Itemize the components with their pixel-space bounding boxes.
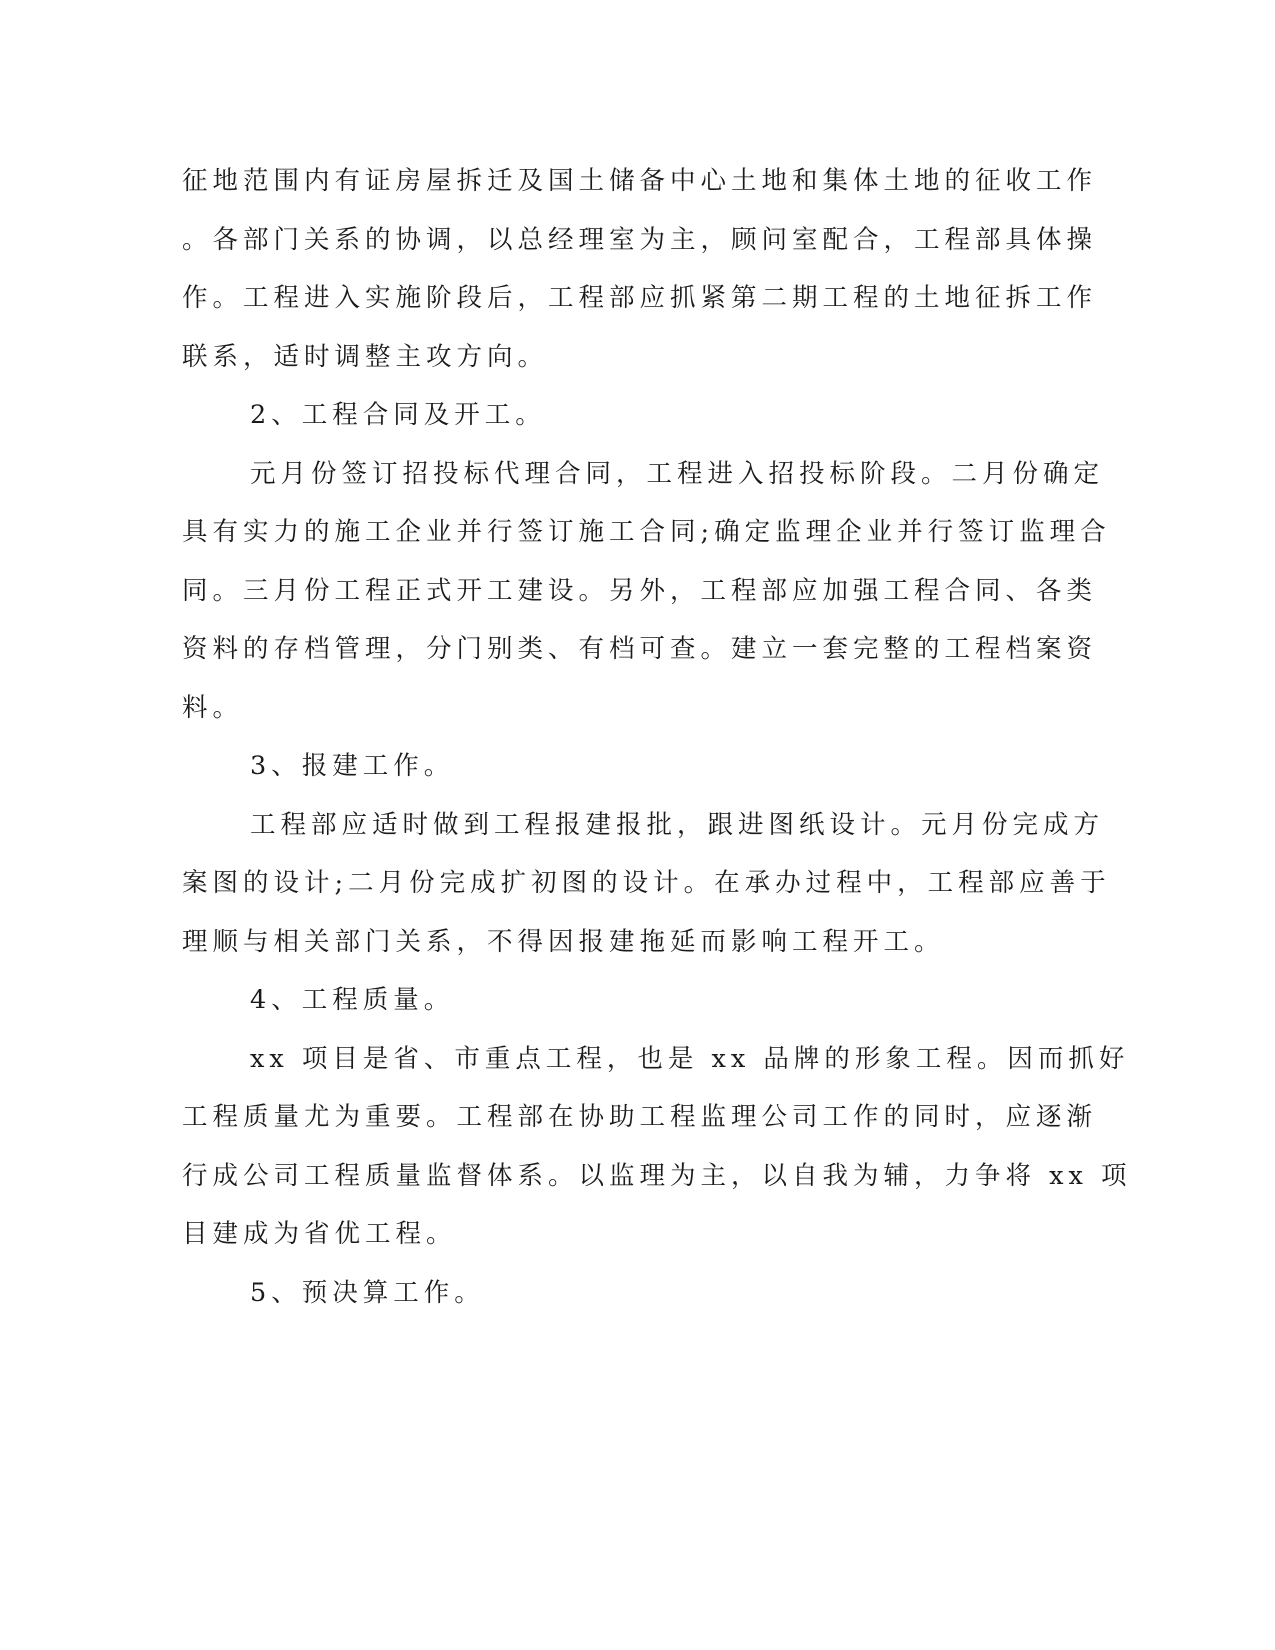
text-line: 。各部门关系的协调，以总经理室为主，顾问室配合，工程部具体操 <box>182 224 1098 255</box>
text-line: xx 项目是省、市重点工程，也是 xx 品牌的形象工程。因而抓好 <box>250 1043 1130 1074</box>
text-line: 工程部应适时做到工程报建报批，跟进图纸设计。元月份完成方 <box>250 809 1105 840</box>
document-body <box>182 152 1132 1322</box>
text-line: 元月份签订招投标代理合同，工程进入招投标阶段。二月份确定 <box>250 458 1105 489</box>
text-line: 联系，适时调整主攻方向。 <box>182 341 549 372</box>
text-line: 作。工程进入实施阶段后，工程部应抓紧第二期工程的土地征拆工作 <box>182 283 1098 313</box>
text-line: 理顺与相关部门关系，不得因报建拖延而影响工程开工。 <box>182 926 945 957</box>
text-line: 案图的设计;二月份完成扩初图的设计。在承办过程中，工程部应善于 <box>182 868 1111 898</box>
text-line: 料。 <box>182 692 244 723</box>
text-line: 目建成为省优工程。 <box>182 1219 457 1249</box>
section-heading: 3、报建工作。 <box>250 751 455 781</box>
section-heading: 2、工程合同及开工。 <box>250 400 546 430</box>
section-heading: 4、工程质量。 <box>250 985 455 1015</box>
text-line: 资料的存档管理，分门别类、有档可查。建立一套完整的工程档案资 <box>182 634 1098 664</box>
text-line: 具有实力的施工企业并行签订施工合同;确定监理企业并行签订监理合 <box>182 517 1111 547</box>
section-heading: 5、预决算工作。 <box>250 1277 485 1308</box>
text-line: 工程质量尤为重要。工程部在协助工程监理公司工作的同时，应逐渐 <box>182 1102 1098 1132</box>
text-line: 行成公司工程质量监督体系。以监理为主，以自我为辅，力争将 xx 项 <box>182 1160 1132 1191</box>
text-line: 同。三月份工程正式开工建设。另外，工程部应加强工程合同、各类 <box>182 575 1098 606</box>
text-line: 征地范围内有证房屋拆迁及国土储备中心土地和集体土地的征收工作 <box>182 166 1098 196</box>
